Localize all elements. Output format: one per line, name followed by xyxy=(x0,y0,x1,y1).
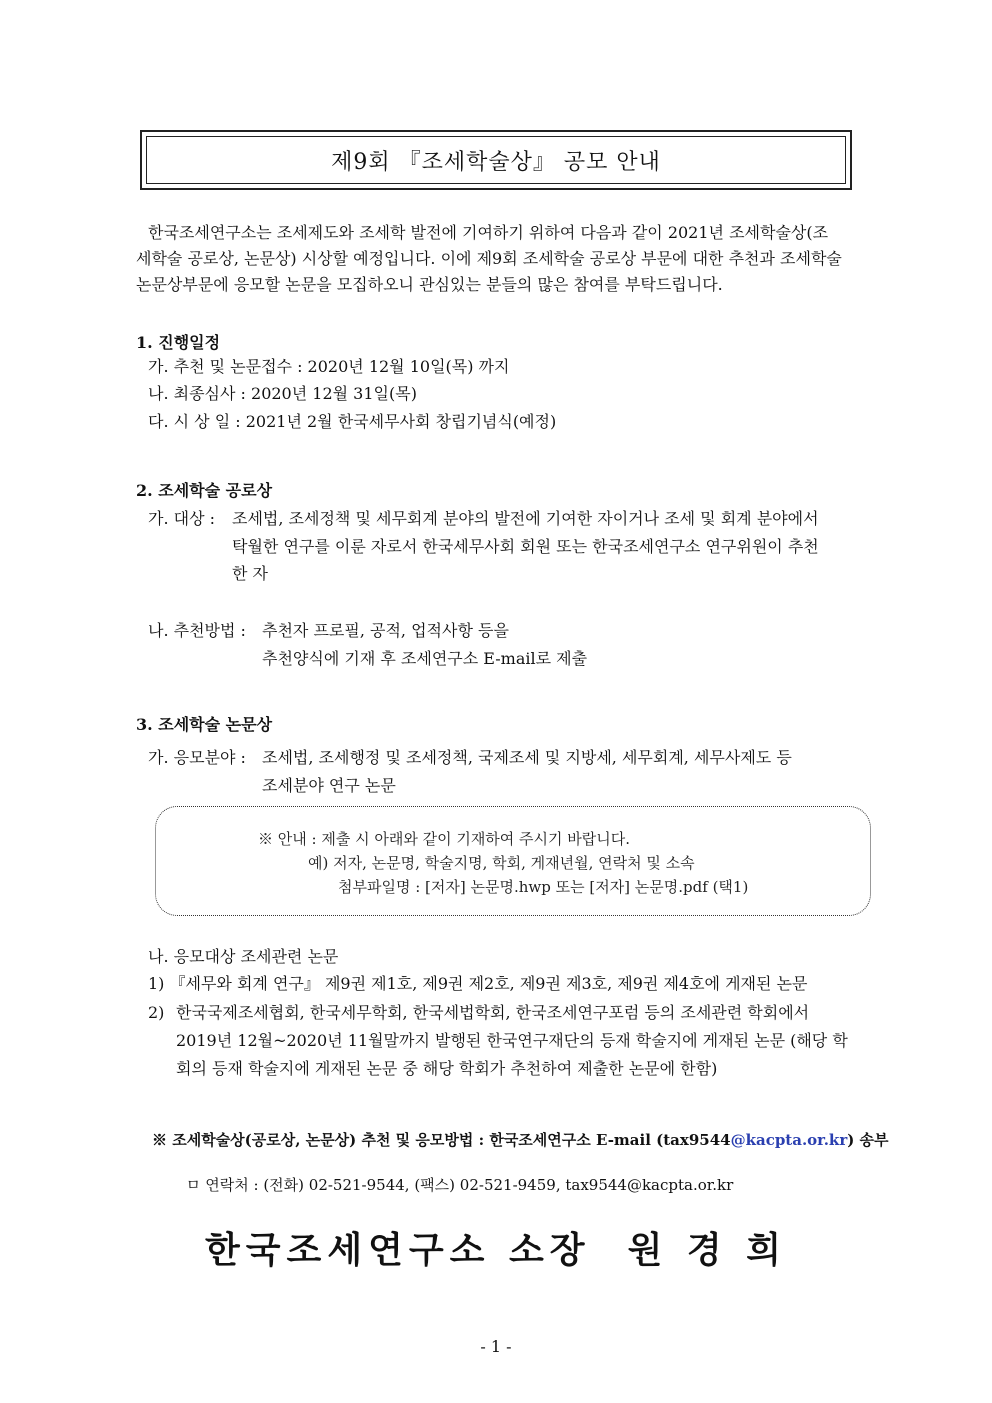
notice-line-3: 첨부파일명 : [저자] 논문명.hwp 또는 [저자] 논문명.pdf (택1) xyxy=(338,878,749,896)
notice-line-1: ※ 안내 : 제출 시 아래와 같이 기재하여 주시기 바랍니다. xyxy=(258,830,631,848)
schedule-item-a: 가. 추천 및 논문접수 : 2020년 12월 10일(목) 까지 xyxy=(148,357,510,376)
award-method-line-1: 추천자 프로필, 공적, 업적사항 등을 xyxy=(262,621,509,640)
paper-target-2-line-2: 2019년 12월~2020년 11월말까지 발행된 한국연구재단의 등재 학술지에 게재된 논문 (해당 학 xyxy=(176,1031,848,1050)
paper-target-2-line-1: 한국국제조세협회, 한국세무학회, 한국세법학회, 한국조세연구포럼 등의 조세관련 학회에서 xyxy=(176,1003,810,1022)
paper-target-2-line-3: 회의 등재 학술지에 게재된 논문 중 해당 학회가 추천하여 제출한 논문에 한함) xyxy=(176,1059,718,1078)
section3-heading: 3. 조세학술 논문상 xyxy=(136,715,273,734)
paper-field-label: 가. 응모분야 : xyxy=(148,748,246,767)
signature: 한국조세연구소 소장 원 경 희 xyxy=(205,1229,787,1271)
paper-field-line-2: 조세분야 연구 논문 xyxy=(262,776,396,795)
award-method-label: 나. 추천방법 : xyxy=(148,621,246,640)
submission-method xyxy=(152,1129,889,1150)
paper-target-2-number: 2) xyxy=(148,1003,165,1022)
intro-line-1: 한국조세연구소는 조세제도와 조세학 발전에 기여하기 위하여 다음과 같이 2021년 조세학술상(조 xyxy=(148,223,829,242)
award-method-line-2: 추천양식에 기재 후 조세연구소 E-mail로 제출 xyxy=(262,649,588,668)
award-target-line-3: 한 자 xyxy=(232,564,268,583)
title-box xyxy=(140,130,852,190)
paper-target-1: 1) 『세무와 회계 연구』 제9권 제1호, 제9권 제2호, 제9권 제3호, 제9권 제4호에 게재된 논문 xyxy=(148,974,808,993)
section1-heading: 1. 진행일정 xyxy=(136,333,221,352)
intro-line-2: 세학술 공로상, 논문상) 시상할 예정입니다. 이에 제9회 조세학술 공로상 부문에 대한 추천과 조세학술 xyxy=(136,249,842,268)
paper-field-line-1: 조세법, 조세행정 및 조세정책, 국제조세 및 지방세, 세무회계, 세무사제도 등 xyxy=(262,748,792,767)
submission-email-link[interactable]: @kacpta.or.kr xyxy=(730,1131,848,1149)
schedule-item-b: 나. 최종심사 : 2020년 12월 31일(목) xyxy=(148,384,417,403)
page-title: 제9회 『조세학술상』 공모 안내 xyxy=(146,136,846,184)
submission-prefix: ※ 조세학술상(공로상, 논문상) 추천 및 응모방법 : 한국조세연구소 E-mail (tax9544 xyxy=(152,1131,731,1149)
paper-target-heading: 나. 응모대상 조세관련 논문 xyxy=(148,947,339,966)
notice-line-2: 예) 저자, 논문명, 학술지명, 학회, 게재년월, 연락처 및 소속 xyxy=(308,854,695,872)
submission-suffix: ) 송부 xyxy=(847,1131,889,1149)
award-target-line-1: 조세법, 조세정책 및 세무회계 분야의 발전에 기여한 자이거나 조세 및 회계 분야에서 xyxy=(232,509,819,528)
section2-heading: 2. 조세학술 공로상 xyxy=(136,481,273,500)
contact-line: ㅁ 연락처 : (전화) 02-521-9544, (팩스) 02-521-9459, tax9544@kacpta.or.kr xyxy=(186,1176,734,1194)
award-target-label: 가. 대상 : xyxy=(148,509,216,528)
page-number: - 1 - xyxy=(480,1337,512,1356)
intro-line-3: 논문상부문에 응모할 논문을 모집하오니 관심있는 분들의 많은 참여를 부탁드립니다. xyxy=(136,275,723,294)
award-target-line-2: 탁월한 연구를 이룬 자로서 한국세무사회 회원 또는 한국조세연구소 연구위원이 추천 xyxy=(232,537,819,556)
schedule-item-c: 다. 시 상 일 : 2021년 2월 한국세무사회 창립기념식(예정) xyxy=(148,412,557,431)
